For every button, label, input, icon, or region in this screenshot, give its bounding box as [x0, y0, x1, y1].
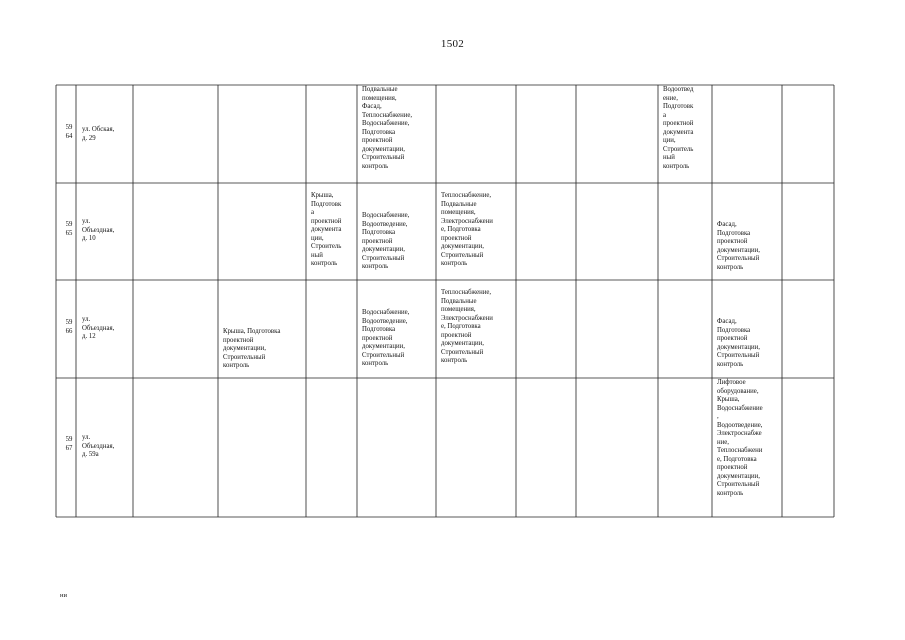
work-list-cell: Теплоснабжение, Подвальные помещения, Электроснабжени е, Подготовка проектной документации, Строительный контроль [441, 289, 493, 364]
work-list-cell: Водоснабжение, Водоотведение, Подготовка проектной документации, Строительный контроль [362, 309, 410, 367]
footer-mark: ни [60, 592, 67, 599]
work-list-cell: Крыша, Подготовк а проектной документа ции, Строитель ный контроль [311, 192, 342, 267]
address-cell: ул. Объездная, д. 12 [82, 316, 115, 340]
address-cell: ул. Обская, д. 29 [82, 126, 115, 142]
work-list-cell: Лифтовое оборудование, Крыша, Водоснабжение , Водоотведение, Электроснабже ние, Теплоснабжени е, Подготовка проектной документации, Строительный контроль [717, 379, 763, 497]
row-number: 59 64 [65, 124, 73, 140]
work-list-cell: Фасад, Подготовка проектной документации, Строительный контроль [717, 318, 761, 368]
work-list-cell: Подвальные помещения, Фасад, Теплоснабжение, Водоснабжение, Подготовка проектной документации, Строительный контроль [362, 86, 413, 170]
work-list-cell: Крыша, Подготовка проектной документации, Строительный контроль [223, 328, 281, 369]
page-number: 1502 [440, 38, 465, 50]
work-list-cell: Фасад, Подготовка проектной документации, Строительный контроль [717, 221, 761, 271]
address-cell: ул. Объездная, д. 10 [82, 218, 115, 242]
work-list-cell: Водоснабжение, Водоотведение, Подготовка проектной документации, Строительный контроль [362, 212, 410, 270]
address-cell: ул. Объездная, д. 59а [82, 434, 115, 458]
row-number: 59 66 [65, 319, 73, 335]
work-list-cell: Водоотвед ение, Подготовк а проектной документа ции, Строитель ный контроль [663, 86, 694, 170]
row-number: 59 67 [65, 436, 73, 452]
row-number: 59 65 [65, 221, 73, 237]
work-list-cell: Теплоснабжение, Подвальные помещения, Электроснабжени е, Подготовка проектной документации, Строительный контроль [441, 192, 493, 267]
